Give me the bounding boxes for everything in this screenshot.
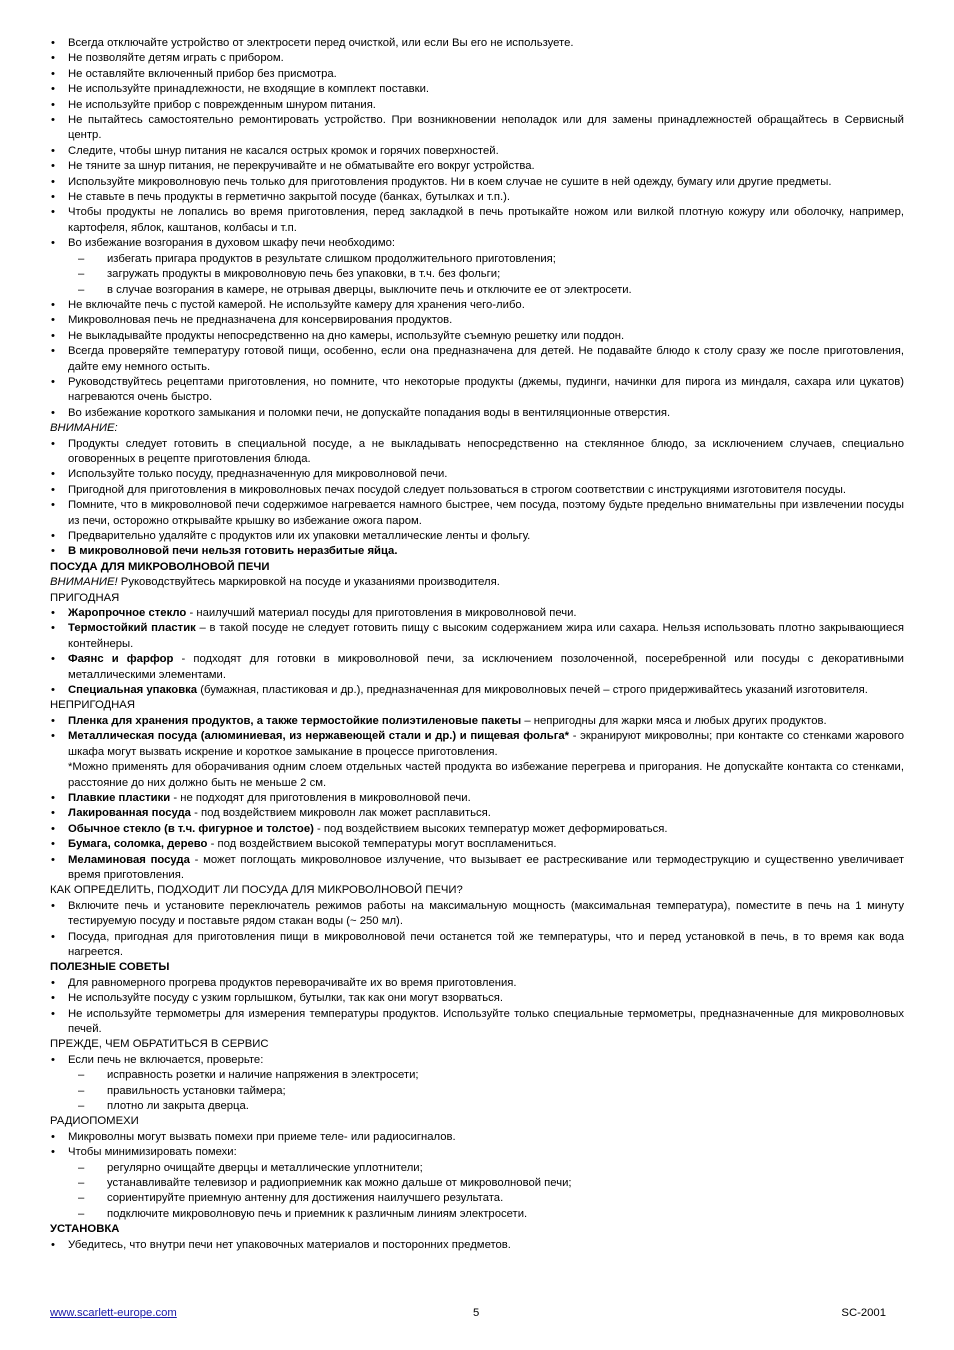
list-item: • Микроволновая печь не предназначена для консервирования продуктов. <box>50 313 904 328</box>
list-item <box>50 683 904 698</box>
unsuitable-heading: НЕПРИГОДНАЯ <box>50 699 135 712</box>
list-item: • Всегда отключайте устройство от электросети перед очисткой, или если Вы его не используете. <box>50 36 904 51</box>
install-heading: УСТАНОВКА <box>50 1223 120 1236</box>
safety-list <box>50 36 904 252</box>
service-heading: ПРЕЖДЕ, ЧЕМ ОБРАТИТЬСЯ В СЕРВИС <box>50 1038 269 1051</box>
list-item: • Не используйте термометры для измерения температуры продуктов. Используйте только специальные термометры, предназначенные для микроволновых печей. <box>50 1007 904 1038</box>
list-item: • Используйте микроволновую печь только для приготовления продуктов. Ни в коем случае не сушите в ней одежду, бумагу или другие предметы. <box>50 175 904 190</box>
install-list <box>50 1238 904 1253</box>
test-heading: КАК ОПРЕДЕЛИТЬ, ПОДХОДИТ ЛИ ПОСУДА ДЛЯ МИКРОВОЛНОВОЙ ПЕЧИ? <box>50 884 463 897</box>
list-item: • Не пытайтесь самостоятельно ремонтировать устройство. При возникновении неполадок или для замены принадлежностей обращайтесь в Сервисный центр. <box>50 113 904 144</box>
item-desc: - наилучший материал посуды для приготовления в микроволновой печи. <box>186 607 577 620</box>
item-term: Специальная упаковка <box>68 684 198 697</box>
item-desc: - под воздействием микроволн лак может расплавиться. <box>190 807 491 820</box>
fire-prevention-list <box>50 252 904 298</box>
radio-heading: РАДИОПОМЕХИ <box>50 1115 139 1128</box>
list-item: • Пригодной для приготовления в микроволновых печах посудой следует пользоваться в строгом соответствии с инструкциями изготовителя посуды. <box>50 483 904 498</box>
item-term: Пленка для хранения продуктов, а также термостойкие полиэтиленовые пакеты <box>68 714 522 727</box>
test-list <box>50 899 904 961</box>
item-term: Жаропрочное стекло <box>68 607 187 620</box>
dash-item: – в случае возгорания в камере, не отрывая дверцы, выключите печь и отключите ее от электросети. <box>50 283 904 298</box>
dash-item: – регулярно очищайте дверцы и металлические уплотнители; <box>50 1161 904 1176</box>
cookware-attention <box>50 575 904 590</box>
item-term: Бумага, соломка, дерево <box>68 838 208 851</box>
list-item: • Не используйте посуду с узким горлышком, бутылки, так как они могут взорваться. <box>50 991 904 1006</box>
page-footer <box>50 1307 886 1323</box>
item-term: Обычное стекло (в т.ч. фигурное и толстое) <box>68 822 314 835</box>
document-body <box>50 36 904 1253</box>
website-link[interactable]: www.scarlett-europe.com <box>50 1307 177 1319</box>
dash-item: – устанавливайте телевизор и радиоприемник как можно дальше от микроволновой печи; <box>50 1176 904 1191</box>
radio-dash-list <box>50 1161 904 1223</box>
list-item: • Руководствуйтесь рецептами приготовления, но помните, что некоторые продукты (джемы, пудинги, начинки для пирога из миндаля, сахара или цукатов) нагреваются очень быстро. <box>50 375 904 406</box>
item-desc: (бумажная, пластиковая и др.), предназначенная для микроволновых печей – строго придерживайтесь указаний изготовителя. <box>197 684 868 697</box>
item-desc: - подходят для готовки в микроволновой печи, за исключением позолоченной, посеребренной или посуды с декоративными металлическими элементами. <box>68 653 904 681</box>
item-desc: - под воздействием высоких температур может деформироваться. <box>313 822 668 835</box>
list-item <box>50 652 904 683</box>
list-item: • Помните, что в микроволновой печи содержимое нагревается намного быстрее, чем посуда, поэтому будьте предельно внимательны при извлечении посуды из печи, осторожно открывайте крышку во избежание ожога паром. <box>50 498 904 529</box>
model-number: SC-2001 <box>841 1307 886 1319</box>
item-term: Термостойкий пластик <box>68 622 196 635</box>
cookware-title: ПОСУДА ДЛЯ МИКРОВОЛНОВОЙ ПЕЧИ <box>50 560 270 573</box>
list-item: • Убедитесь, что внутри печи нет упаковочных материалов и посторонних предметов. <box>50 1238 904 1253</box>
item-term: Фаянс и фарфор <box>68 653 174 666</box>
tips-list <box>50 976 904 1038</box>
attention-label: ВНИМАНИЕ! <box>50 576 118 589</box>
dash-item: – сориентируйте приемную антенну для достижения наилучшего результата. <box>50 1191 904 1206</box>
list-item <box>50 729 904 760</box>
list-item: • Во избежание короткого замыкания и поломки печи, не допускайте попадания воды в вентиляционные отверстия. <box>50 406 904 421</box>
list-item: • Чтобы минимизировать помехи: <box>50 1145 904 1160</box>
list-item: • Не оставляйте включенный прибор без присмотра. <box>50 67 904 82</box>
list-item <box>50 606 904 621</box>
suitable-heading: ПРИГОДНАЯ <box>50 591 120 604</box>
unsuitable-list <box>50 714 904 760</box>
list-item <box>50 806 904 821</box>
service-list <box>50 1053 904 1068</box>
eggs-warning: В микроволновой печи нельзя готовить неразбитые яйца. <box>68 545 398 558</box>
item-desc: - под воздействием высокой температуры могут воспламениться. <box>207 838 557 851</box>
list-item <box>50 714 904 729</box>
list-item: • Не ставьте в печь продукты в герметично закрытой посуде (банках, бутылках и т.п.). <box>50 190 904 205</box>
list-item <box>50 791 904 806</box>
list-item: • Используйте только посуду, предназначенную для микроволновой печи. <box>50 467 904 482</box>
item-desc: - не подходят для приготовления в микроволновой печи. <box>170 791 471 804</box>
attention-text: Руководствуйтесь маркировкой на посуде и указаниями производителя. <box>117 576 500 589</box>
list-item: • Чтобы продукты не лопались во время приготовления, перед закладкой в печь протыкайте ножом или вилкой плотную кожуру или оболочку, например, картофеля, яблок, каштанов, колбасы и т.п. <box>50 205 904 236</box>
unsuitable-list-2 <box>50 791 904 883</box>
list-item: • Если печь не включается, проверьте: <box>50 1053 904 1068</box>
item-desc: - может поглощать микроволновое излучение, что вызывает ее растрескивание или термодеструкцию и существенно увеличивает время приготовления. <box>68 853 904 881</box>
service-dash-list <box>50 1068 904 1114</box>
item-desc: – в такой посуде не следует готовить пищу с высоким содержанием жира или сахара. Нельзя использовать плотно закрывающиеся контейнеры. <box>68 622 904 650</box>
safety-list-2 <box>50 298 904 421</box>
attention-heading: ВНИМАНИЕ: <box>50 422 118 435</box>
list-item: • Микроволны могут вызвать помехи при приеме теле- или радиосигналов. <box>50 1130 904 1145</box>
foil-note: *Можно применять для оборачивания одним слоем отдельных частей продукта во избежание перегрева и пригорания. Не допускайте контакта со стенками, расстояние до них должно быть не меньше 2 см. <box>68 761 904 789</box>
list-item: • Не используйте прибор с поврежденным шнуром питания. <box>50 98 904 113</box>
dash-item: – избегать пригара продуктов в результате слишком продолжительного приготовления; <box>50 252 904 267</box>
attention-list <box>50 437 904 560</box>
item-term: Металлическая посуда (алюминиевая, из нержавеющей стали и др.) и пищевая фольга* <box>68 730 570 743</box>
dash-item: – исправность розетки и наличие напряжения в электросети; <box>50 1068 904 1083</box>
list-item <box>50 837 904 852</box>
list-item: • Посуда, пригодная для приготовления пищи в микроволновой печи останется той же температуры, что и перед установкой в печь, в то время как вода нагреется. <box>50 930 904 961</box>
list-item <box>50 544 904 559</box>
list-item: • Включите печь и установите переключатель режимов работы на максимальную мощность (максимальная температура), поместите в печь на 1 минуту тестируемую посуду и поставьте рядом стакан воды (~ 250 мл). <box>50 899 904 930</box>
list-item: • Не используйте принадлежности, не входящие в комплект поставки. <box>50 82 904 97</box>
item-term: Лакированная посуда <box>68 807 191 820</box>
dash-item: – подключите микроволновую печь и приемник к различным линиям электросети. <box>50 1207 904 1222</box>
list-item: • Не тяните за шнур питания, не перекручивайте и не обматывайте его вокруг устройства. <box>50 159 904 174</box>
list-item: • Продукты следует готовить в специальной посуде, а не выкладывать непосредственно на стеклянное блюдо, за исключением случаев, специально оговоренных в рецепте приготовления блюда. <box>50 437 904 468</box>
item-desc: - экранируют микроволны; при контакте со стенками жарового шкафа могут вызвать искрение и короткое замыкание в процессе приготовления. <box>68 730 904 758</box>
list-item: • Не включайте печь с пустой камерой. Не используйте камеру для хранения чего-либо. <box>50 298 904 313</box>
radio-list <box>50 1130 904 1161</box>
item-term: Меламиновая посуда <box>68 853 190 866</box>
list-item: • Всегда проверяйте температуру готовой пищи, особенно, если она предназначена для детей. Не подавайте блюдо к столу сразу же после приготовления, дайте ему немного остыть. <box>50 344 904 375</box>
item-desc: – непригодны для жарки мяса и любых других продуктов. <box>521 714 827 727</box>
dash-item: – правильность установки таймера; <box>50 1084 904 1099</box>
list-item <box>50 621 904 652</box>
list-item <box>50 822 904 837</box>
list-item: • Не выкладывайте продукты непосредственно на дно камеры, используйте съемную решетку или поддон. <box>50 329 904 344</box>
list-item: • Следите, чтобы шнур питания не касался острых кромок и горячих поверхностей. <box>50 144 904 159</box>
page-number: 5 <box>473 1307 480 1319</box>
suitable-list <box>50 606 904 698</box>
dash-item: – загружать продукты в микроволновую печь без упаковки, в т.ч. без фольги; <box>50 267 904 282</box>
list-item: • Не позволяйте детям играть с прибором. <box>50 51 904 66</box>
list-item: • Во избежание возгорания в духовом шкафу печи необходимо: <box>50 236 904 251</box>
list-item: • Предварительно удаляйте с продуктов или их упаковки металлические ленты и фольгу. <box>50 529 904 544</box>
list-item: • Для равномерного прогрева продуктов переворачивайте их во время приготовления. <box>50 976 904 991</box>
dash-item: – плотно ли закрыта дверца. <box>50 1099 904 1114</box>
list-item <box>50 853 904 884</box>
item-term: Плавкие пластики <box>68 791 171 804</box>
tips-heading: ПОЛЕЗНЫЕ СОВЕТЫ <box>50 961 170 974</box>
